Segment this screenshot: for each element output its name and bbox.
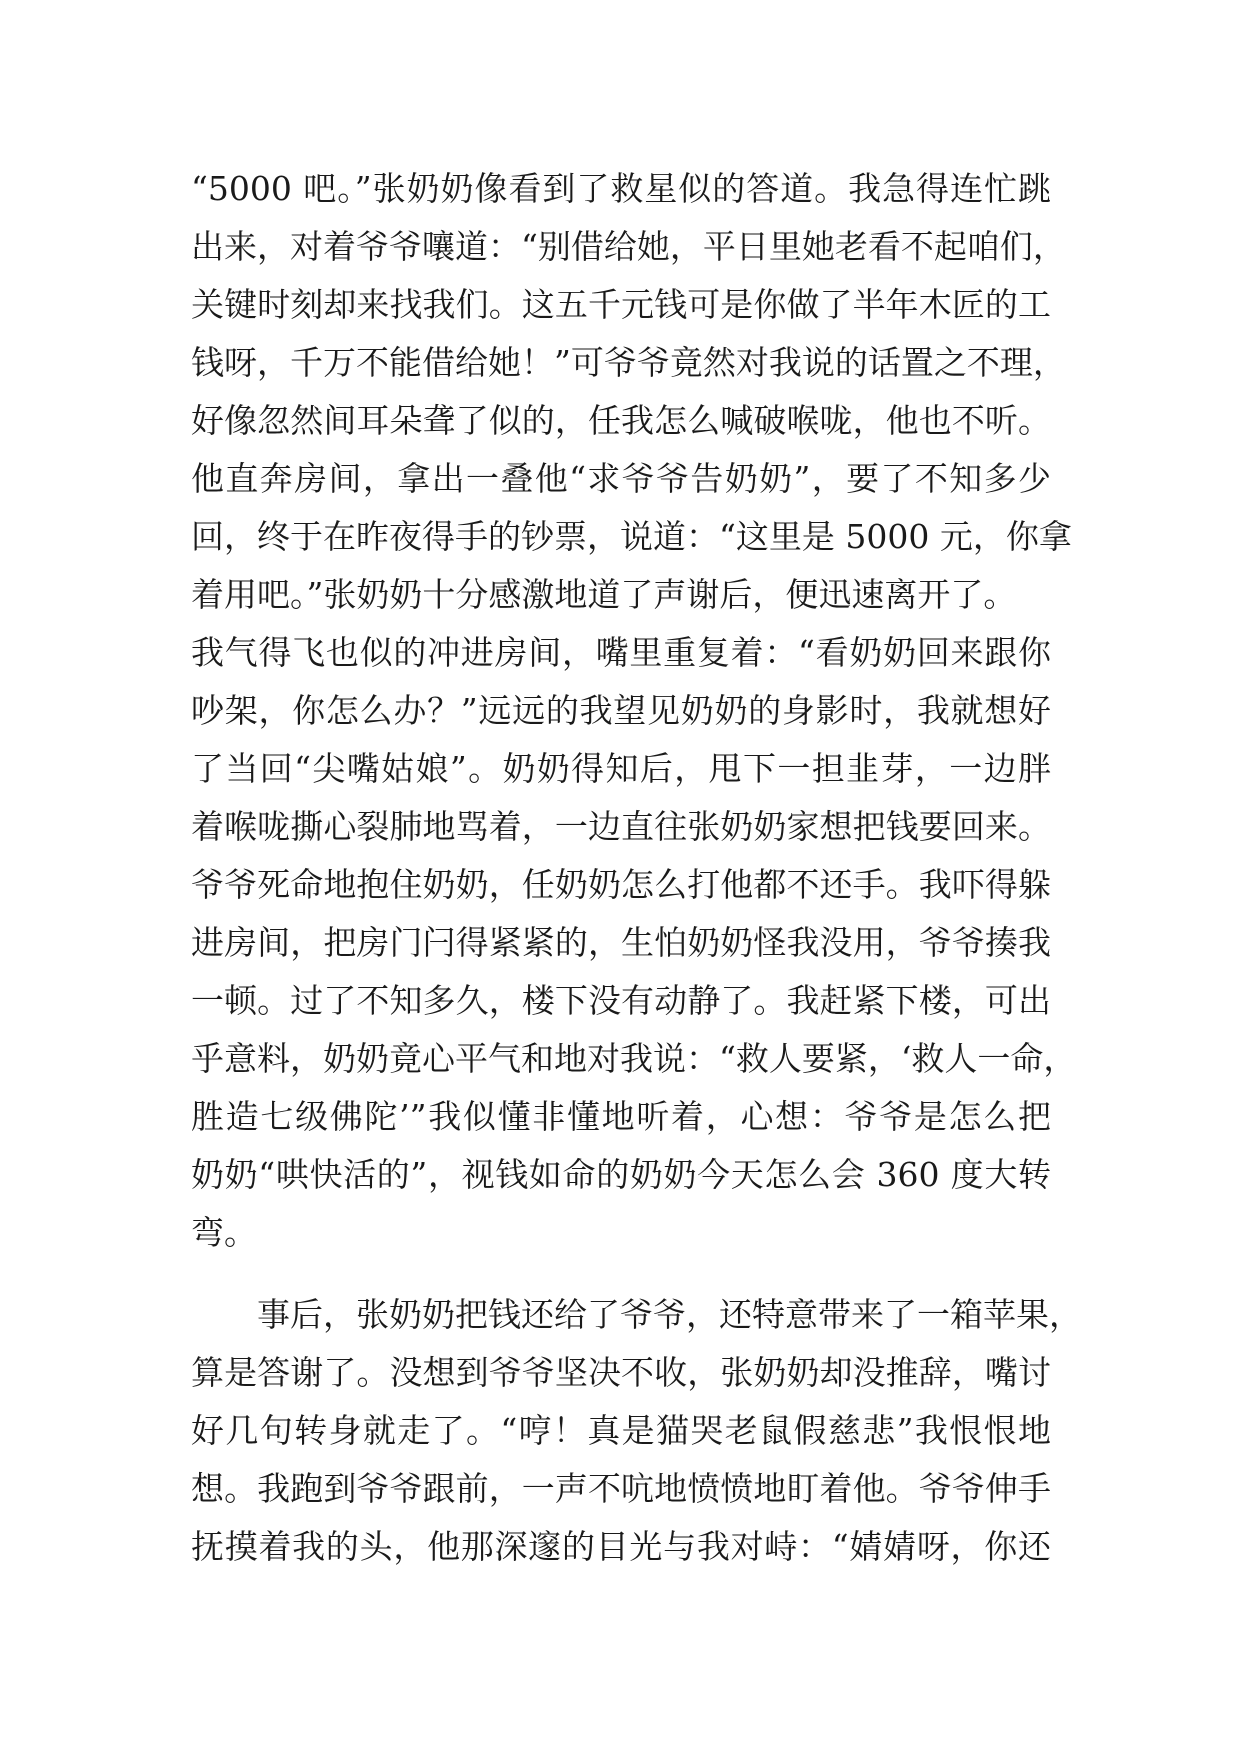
text-line: 吵架，你怎么办？”远远的我望见奶奶的身影时，我就想好 [191,691,1051,730]
text-line: 想。我跑到爷爷跟前，一声不吭地愤愤地盯着他。爷爷伸手 [191,1469,1051,1508]
text-line: 奶奶“哄快活的”，视钱如命的奶奶今天怎么会 360 度大转 [191,1155,1051,1194]
text-line: 回，终于在昨夜得手的钞票，说道：“这里是 5000 元，你拿 [191,517,1072,556]
text-line: 我气得飞也似的冲进房间，嘴里重复着：“看奶奶回来跟你 [191,633,1051,672]
text-line: 他直奔房间，拿出一叠他“求爷爷告奶奶”，要了不知多少 [191,459,1051,498]
paragraph-gap [191,1262,1051,1286]
text-line: 好几句转身就走了。“哼！真是猫哭老鼠假慈悲”我恨恨地 [191,1411,1051,1450]
text-line: “5000 吧。”张奶奶像看到了救星似的答道。我急得连忙跳 [191,169,1051,208]
text-line: 算是答谢了。没想到爷爷坚决不收，张奶奶却没推辞，嘴讨 [191,1353,1051,1392]
paragraph [191,1286,1082,1576]
text-line: 着用吧。”张奶奶十分感激地道了声谢后，便迅速离开了。 [191,575,1017,614]
text-line: 爷爷死命地抱住奶奶，任奶奶怎么打他都不还手。我吓得躲 [191,865,1051,904]
text-line: 出来，对着爷爷嚷道：“别借给她，平日里她老看不起咱们， [191,227,1066,266]
text-line: 着喉咙撕心裂肺地骂着，一边直往张奶奶家想把钱要回来。 [191,807,1051,846]
text-line: 进房间，把房门闩得紧紧的，生怕奶奶怪我没用，爷爷揍我 [191,923,1051,962]
text-line: 了当回“尖嘴姑娘”。奶奶得知后，甩下一担韭芽，一边胖 [191,749,1051,788]
text-line: 一顿。过了不知多久，楼下没有动静了。我赶紧下楼，可出 [191,981,1051,1020]
text-line: 钱呀，千万不能借给她！”可爷爷竟然对我说的话置之不理， [191,343,1066,382]
text-line: 关键时刻却来找我们。这五千元钱可是你做了半年木匠的工 [191,285,1051,324]
text-line: 胜造七级佛陀’”我似懂非懂地听着，心想：爷爷是怎么把 [191,1097,1051,1136]
text-line: 乎意料，奶奶竟心平气和地对我说：“救人要紧，‘救人一命， [191,1039,1077,1078]
body-text [191,160,1082,1576]
paragraph [191,160,1077,1262]
text-line: 事后，张奶奶把钱还给了爷爷，还特意带来了一箱苹果， [257,1295,1082,1334]
text-line: 弯。 [191,1213,257,1252]
text-line: 好像忽然间耳朵聋了似的，任我怎么喊破喉咙，他也不听。 [191,401,1051,440]
text-line: 抚摸着我的头，他那深邃的目光与我对峙：“婧婧呀，你还 [191,1527,1051,1566]
